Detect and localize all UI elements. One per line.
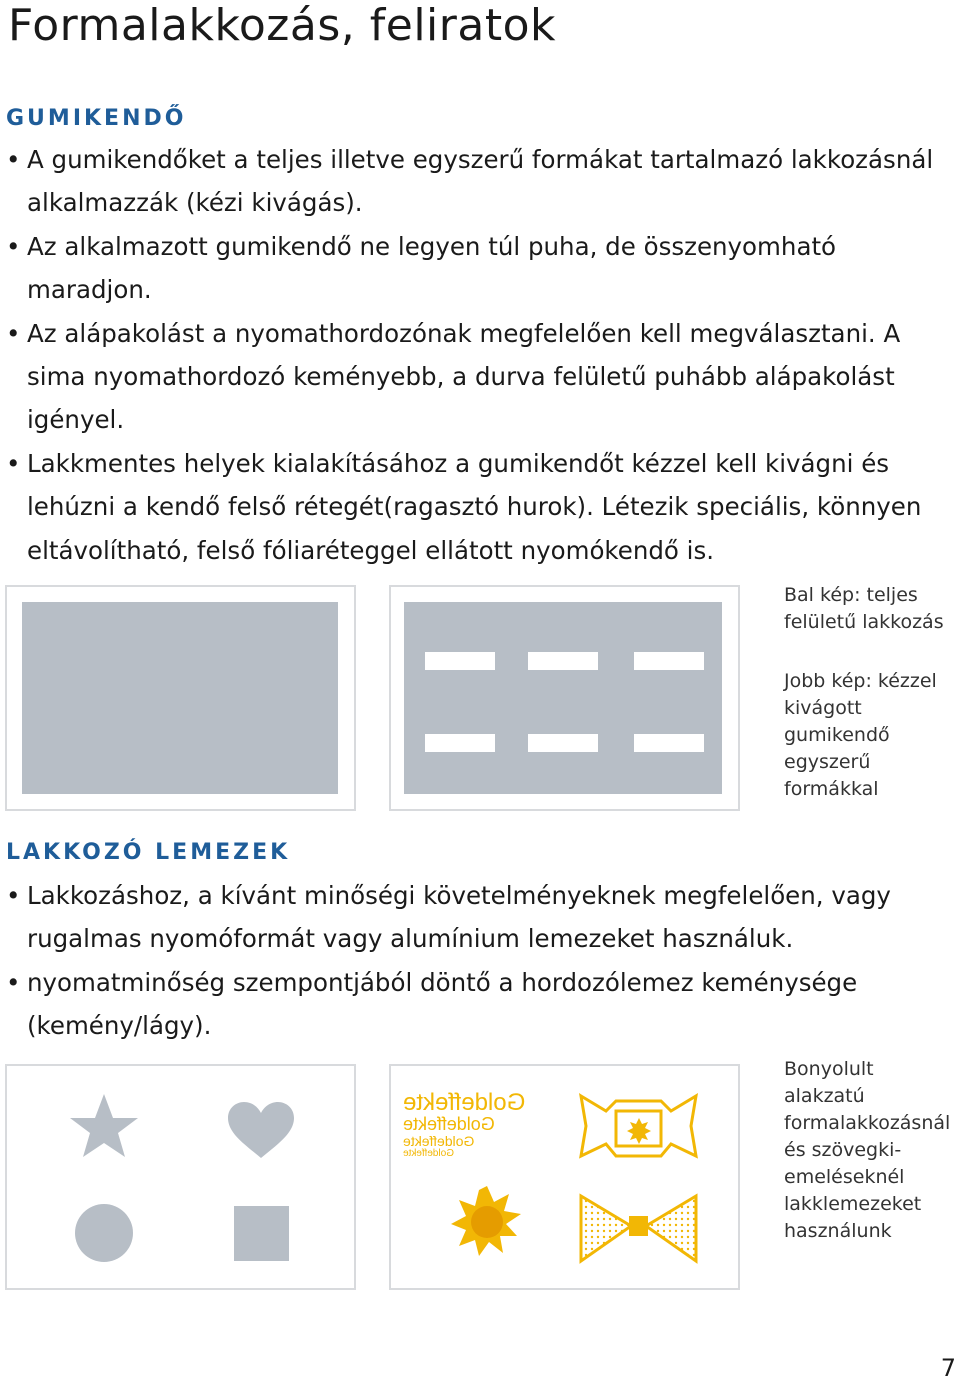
gray-plate [404,602,722,794]
bullet-dot: • [6,967,21,997]
bow-icon [581,1196,696,1261]
caption-left-image: Bal kép: teljes felületű lakkozás [784,584,944,633]
bullet-text: Az alápakolást a nyomathordozónak megfelelően kell megválasztani. A sima nyomathordozó keményebb, a durva felületű puhább alápakolást igényel. [27,318,901,435]
bullet-text: A gumikendőket a teljes illetve egyszerű formákat tartalmazó lakkozásnál alkalmazzák (kézi kivágás). [27,145,934,218]
heart-icon [228,1102,294,1158]
bullet-text: nyomatminőség szempontjából döntő a hordozólemez keménysége (kemény/lágy). [27,967,858,1041]
bullet-item [6,442,951,572]
section-heading-gumikendo: GUMIKENDŐ [6,106,187,131]
square-icon [234,1206,289,1261]
cut-out-slot [425,652,495,670]
gray-plate [22,602,338,794]
bullet-dot: • [6,145,21,174]
page-number: 7 [940,1354,956,1382]
cut-out-slot [634,734,704,752]
bullet-text: Az alkalmazott gumikendő ne legyen túl puha, de összenyomható maradjon. [27,231,837,305]
bullet-text: Lakkmentes helyek kialakításához a gumikendőt kézzel kell kivágni és lehúzni a kendő felső rétegét(ragasztó hurok). Létezik speciális, könnyen eltávolítható, felső fóliaréteggel ellátott nyomókendő is. [27,448,922,565]
bullet-item [6,225,951,312]
goldeffekte-line: Goldeffekte [403,1114,495,1135]
gumikendo-bullet-list [6,138,951,572]
complex-shapes-image [389,1064,740,1290]
small-sunburst-icon [627,1118,651,1144]
star-icon [70,1094,138,1157]
bullet-dot: • [6,881,21,910]
bullet-dot: • [6,448,21,478]
shapes-svg [7,1066,354,1288]
lakkozo-bullet-list [6,874,951,1048]
simple-shapes-image [5,1064,356,1290]
caption-complex-shapes: Bonyolult alakzatú formalakkozásnál és szövegki-emeléseknél lakklemezeket használunk [784,1058,951,1242]
hand-cut-blanket-image [389,585,740,811]
goldeffekte-line: Goldeffekte [403,1089,526,1116]
page-title: Formalakkozás, feliratok [8,0,556,51]
goldeffekte-line: Goldeffekte [403,1147,454,1159]
section-heading-lakkozo-lemezek: LAKKOZÓ LEMEZEK [6,840,291,865]
bullet-text: Lakkozáshoz, a kívánt minőségi követelményeknek megfelelően, vagy rugalmas nyomóformát vagy alumínium lemezeket használuk. [27,881,891,954]
bullet-item [6,961,951,1048]
full-surface-lacquer-image [5,585,356,811]
circle-icon [75,1204,133,1262]
bullet-dot: • [6,318,21,348]
bullet-item [6,312,951,442]
cut-out-slot [528,652,598,670]
goldeffekte-line: Goldeffekte [403,1133,475,1150]
cut-out-slot [425,734,495,752]
cut-out-slot [634,652,704,670]
bullet-dot: • [6,231,21,261]
gold-shapes-svg [391,1066,738,1288]
bullet-item [6,874,951,961]
cut-out-slot [528,734,598,752]
sunburst-icon [451,1186,521,1256]
bullet-item [6,138,951,225]
caption-right-image: Jobb kép: kézzel kivágott gumikendő egyszerű formákkal [784,670,937,800]
